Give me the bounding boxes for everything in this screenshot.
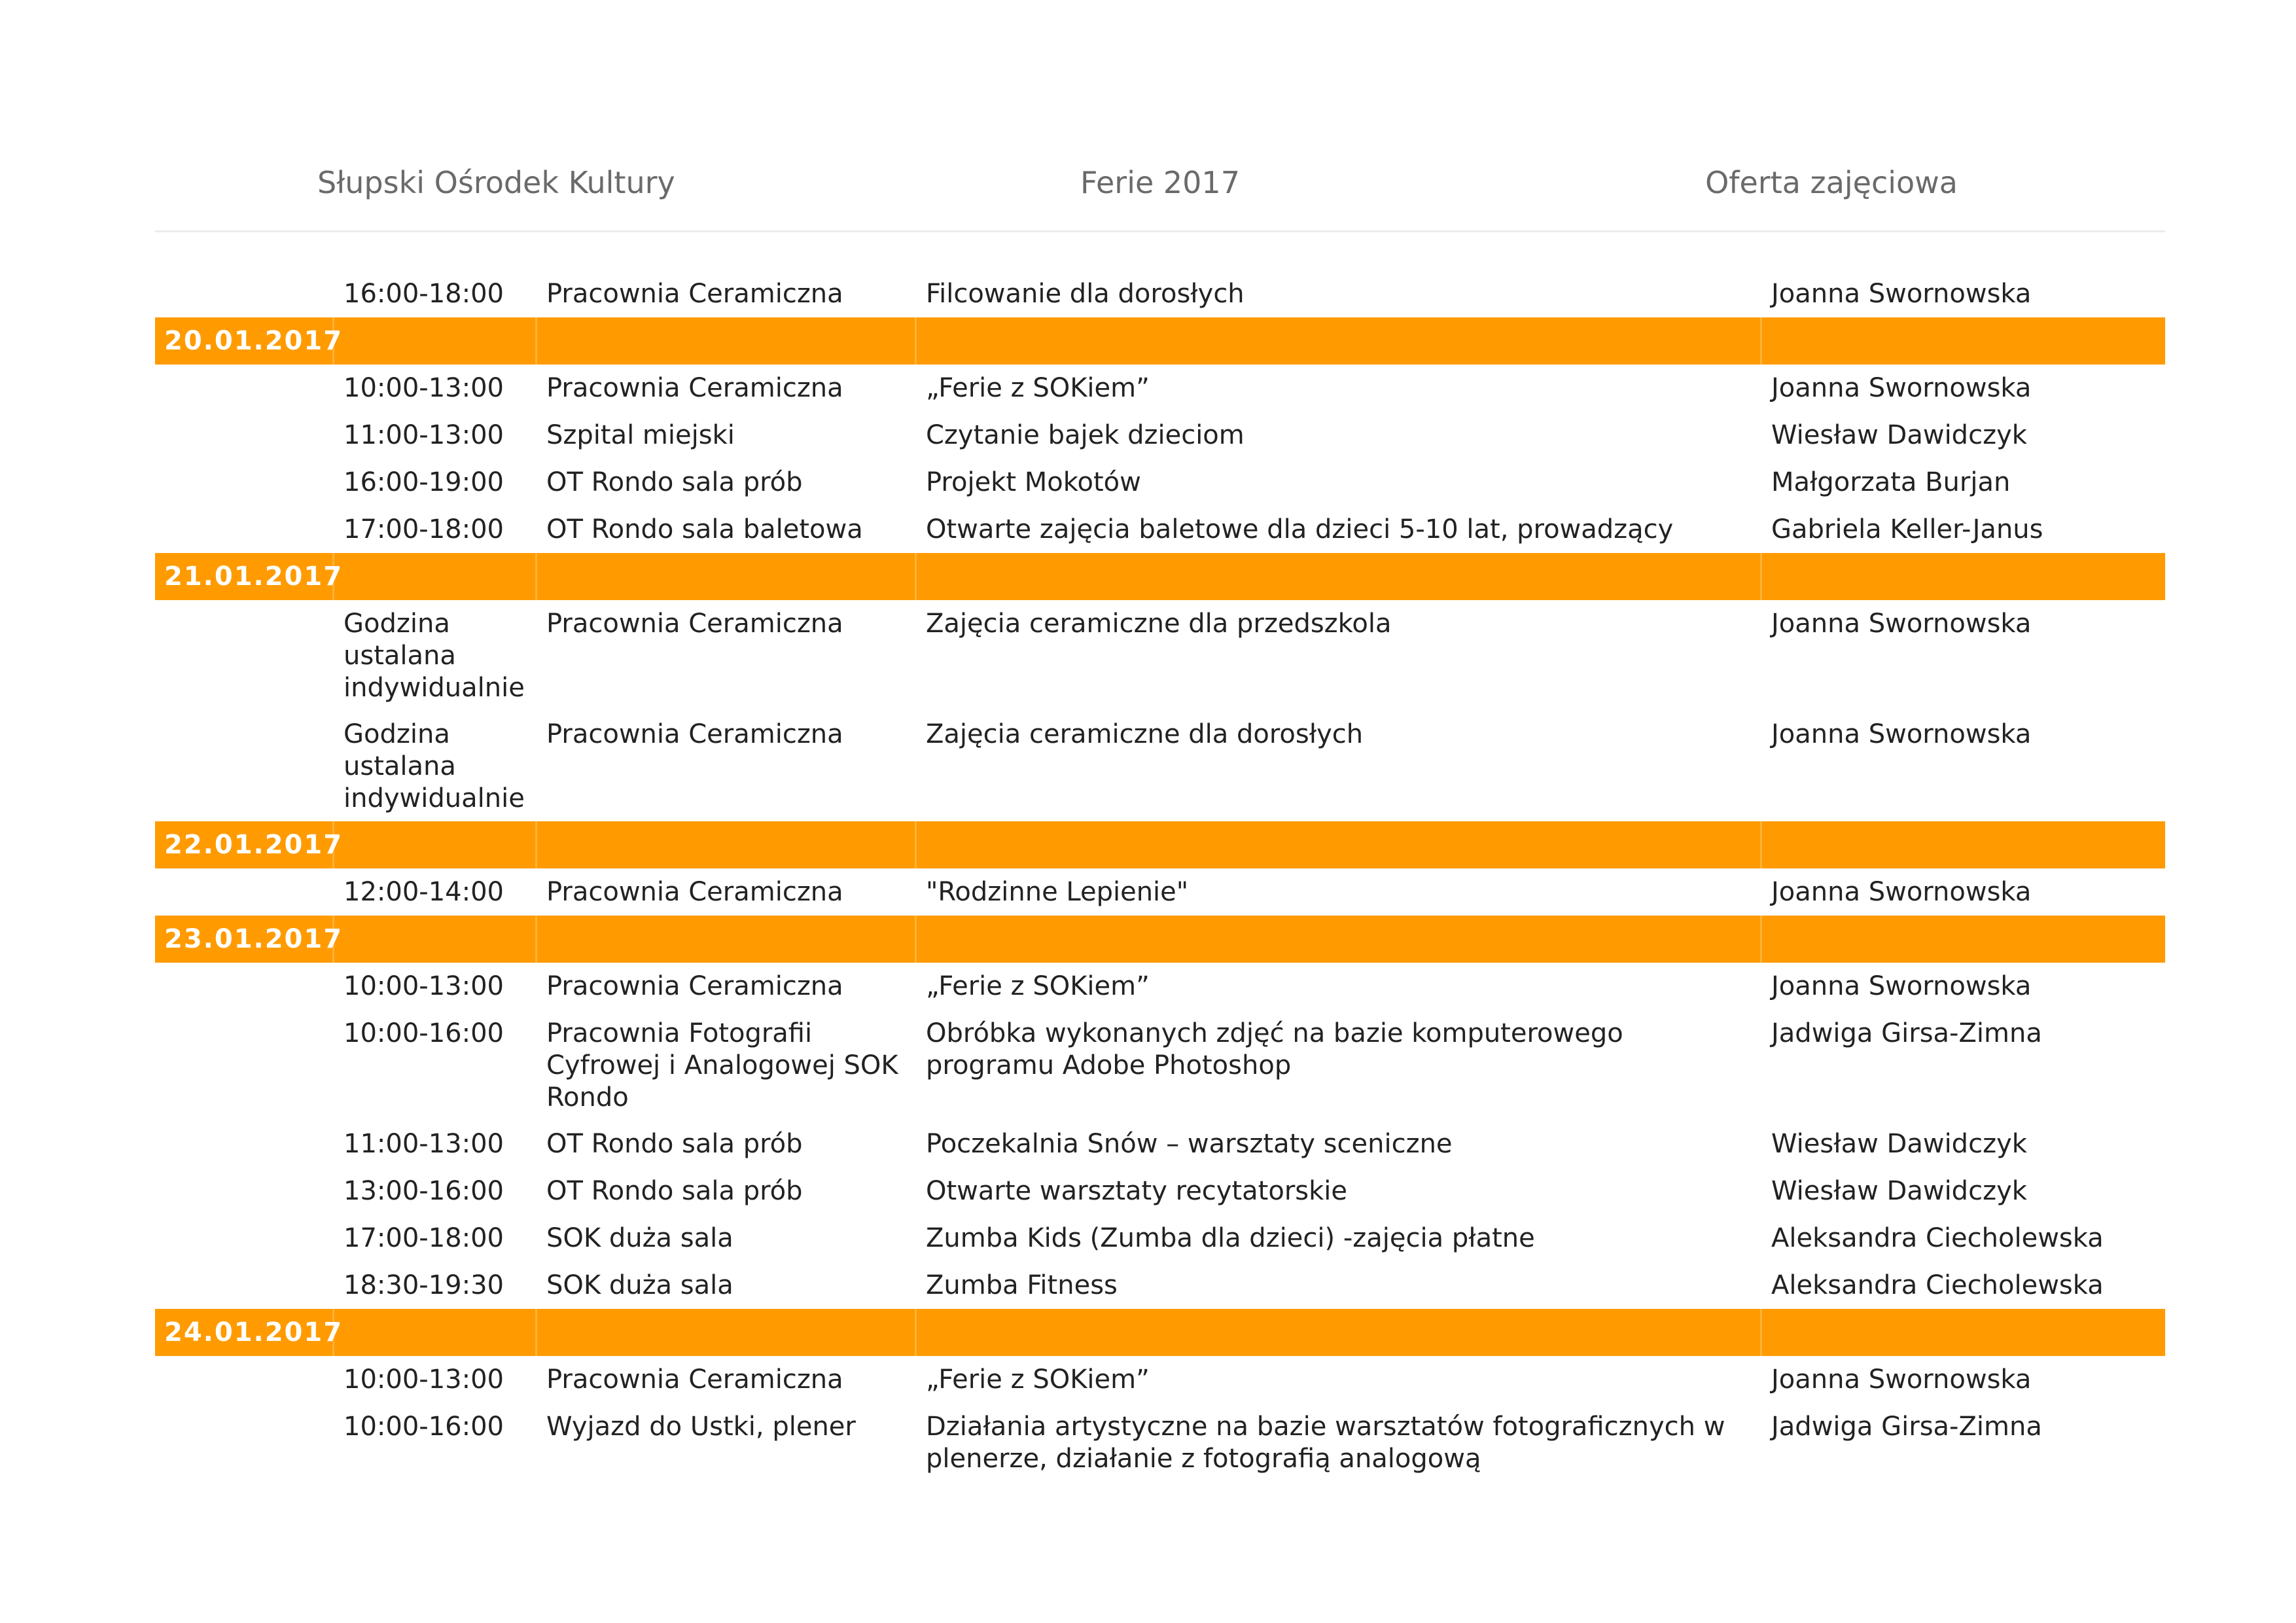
place-cell: Pracownia Ceramiczna [546, 373, 843, 403]
activity-cell: „Ferie z SOKiem” [926, 373, 1150, 403]
empty-date-cell [155, 1403, 334, 1482]
empty-date-cell [155, 459, 334, 506]
schedule-entry [155, 412, 2165, 459]
place-cell: Pracownia Ceramiczna [546, 279, 843, 309]
empty-date-cell [155, 412, 334, 459]
place-cell: Pracownia Ceramiczna [546, 877, 843, 907]
date-row-empty-cell [1762, 553, 2165, 600]
date-label: 20.01.2017 [155, 317, 334, 365]
schedule-entry [155, 459, 2165, 506]
person-cell: Joanna Swornowska [1771, 877, 2032, 907]
activity-cell: Otwarte warsztaty recytatorskie [926, 1176, 1347, 1206]
time-cell: 18:30-19:30 [344, 1270, 504, 1300]
date-row [155, 821, 2165, 868]
date-row [155, 317, 2165, 365]
schedule-entry [155, 1262, 2165, 1309]
place-cell: OT Rondo sala prób [546, 467, 803, 497]
person-cell: Gabriela Keller-Janus [1771, 514, 2043, 544]
activity-cell: Zajęcia ceramiczne dla dorosłych [926, 719, 1364, 749]
schedule-entry [155, 1356, 2165, 1403]
person-cell: Jadwiga Girsa-Zimna [1771, 1018, 2042, 1048]
date-row-empty-cell [334, 916, 537, 963]
time-cell: 11:00-13:00 [344, 1129, 504, 1159]
time-cell: Godzina ustalana indywidualnie [344, 609, 525, 703]
time-cell: 17:00-18:00 [344, 514, 504, 544]
page-header [155, 157, 2165, 232]
activity-cell: Filcowanie dla dorosłych [926, 279, 1245, 309]
empty-date-cell [155, 1262, 334, 1309]
empty-date-cell [155, 868, 334, 916]
date-row-empty-cell [537, 916, 917, 963]
schedule-entry [155, 1120, 2165, 1168]
date-row-empty-cell [1762, 1309, 2165, 1356]
date-row-empty-cell [334, 317, 537, 365]
activity-cell: Obróbka wykonanych zdjęć na bazie komputerowego programu Adobe Photoshop [926, 1018, 1623, 1080]
schedule-entry [155, 1215, 2165, 1262]
date-row-empty-cell [537, 1309, 917, 1356]
schedule-entry [155, 963, 2165, 1010]
place-cell: SOK duża sala [546, 1223, 733, 1253]
date-row-empty-cell [917, 916, 1762, 963]
time-cell: 10:00-13:00 [344, 1364, 504, 1395]
activity-cell: "Rodzinne Lepienie" [926, 877, 1189, 907]
date-row-empty-cell [917, 553, 1762, 600]
empty-date-cell [155, 600, 334, 711]
place-cell: Pracownia Ceramiczna [546, 1364, 843, 1395]
date-label: 24.01.2017 [155, 1309, 334, 1356]
document-subtitle: Oferta zajęciowa [1705, 165, 1958, 200]
schedule-entry [155, 270, 2165, 317]
activity-cell: „Ferie z SOKiem” [926, 1364, 1150, 1395]
date-row-empty-cell [334, 821, 537, 868]
place-cell: OT Rondo sala prób [546, 1129, 803, 1159]
empty-date-cell [155, 1215, 334, 1262]
person-cell: Joanna Swornowska [1771, 373, 2032, 403]
schedule-entry [155, 506, 2165, 553]
schedule-entry [155, 1168, 2165, 1215]
schedule-entry [155, 711, 2165, 821]
time-cell: 17:00-18:00 [344, 1223, 504, 1253]
person-cell: Joanna Swornowska [1771, 971, 2032, 1001]
date-label: 21.01.2017 [155, 553, 334, 600]
time-cell: 10:00-13:00 [344, 373, 504, 403]
organization-name: Słupski Ośrodek Kultury [317, 165, 675, 200]
person-cell: Małgorzata Burjan [1771, 467, 2011, 497]
empty-date-cell [155, 711, 334, 821]
empty-date-cell [155, 365, 334, 412]
empty-date-cell [155, 506, 334, 553]
date-row-empty-cell [334, 1309, 537, 1356]
date-row-empty-cell [537, 317, 917, 365]
document-title: Ferie 2017 [1080, 165, 1240, 200]
date-row-empty-cell [917, 317, 1762, 365]
date-row [155, 916, 2165, 963]
place-cell: Wyjazd do Ustki, plener [546, 1412, 856, 1442]
activity-cell: Zumba Kids (Zumba dla dzieci) -zajęcia płatne [926, 1223, 1535, 1253]
person-cell: Joanna Swornowska [1771, 1364, 2032, 1395]
empty-date-cell [155, 1010, 334, 1120]
person-cell: Joanna Swornowska [1771, 279, 2032, 309]
time-cell: 10:00-16:00 [344, 1412, 504, 1442]
time-cell: 11:00-13:00 [344, 420, 504, 450]
time-cell: Godzina ustalana indywidualnie [344, 719, 525, 813]
date-row-empty-cell [1762, 317, 2165, 365]
date-label: 22.01.2017 [155, 821, 334, 868]
empty-date-cell [155, 963, 334, 1010]
empty-date-cell [155, 270, 334, 317]
person-cell: Wiesław Dawidczyk [1771, 1176, 2027, 1206]
schedule-entry [155, 365, 2165, 412]
person-cell: Joanna Swornowska [1771, 719, 2032, 749]
schedule-entry [155, 1010, 2165, 1120]
time-cell: 12:00-14:00 [344, 877, 504, 907]
activity-cell: Projekt Mokotów [926, 467, 1141, 497]
activity-cell: Poczekalnia Snów – warsztaty sceniczne [926, 1129, 1453, 1159]
date-label: 23.01.2017 [155, 916, 334, 963]
activity-cell: Otwarte zajęcia baletowe dla dzieci 5-10 lat, prowadzący [926, 514, 1674, 544]
date-row-empty-cell [917, 1309, 1762, 1356]
person-cell: Jadwiga Girsa-Zimna [1771, 1412, 2042, 1442]
place-cell: Pracownia Ceramiczna [546, 609, 843, 639]
activity-cell: Zajęcia ceramiczne dla przedszkola [926, 609, 1392, 639]
empty-date-cell [155, 1356, 334, 1403]
activity-cell: Czytanie bajek dzieciom [926, 420, 1245, 450]
date-row-empty-cell [1762, 916, 2165, 963]
time-cell: 10:00-13:00 [344, 971, 504, 1001]
date-row-empty-cell [1762, 821, 2165, 868]
schedule-table [155, 270, 2165, 1482]
place-cell: OT Rondo sala prób [546, 1176, 803, 1206]
place-cell: Pracownia Ceramiczna [546, 971, 843, 1001]
person-cell: Wiesław Dawidczyk [1771, 420, 2027, 450]
activity-cell: Zumba Fitness [926, 1270, 1118, 1300]
person-cell: Joanna Swornowska [1771, 609, 2032, 639]
place-cell: Szpital miejski [546, 420, 735, 450]
date-row-empty-cell [334, 553, 537, 600]
time-cell: 16:00-18:00 [344, 279, 504, 309]
date-row [155, 1309, 2165, 1356]
date-row-empty-cell [537, 821, 917, 868]
activity-cell: Działania artystyczne na bazie warsztatów fotograficznych w plenerze, działanie z fotografią analogową [926, 1412, 1725, 1474]
place-cell: SOK duża sala [546, 1270, 733, 1300]
person-cell: Wiesław Dawidczyk [1771, 1129, 2027, 1159]
empty-date-cell [155, 1120, 334, 1168]
schedule-entry [155, 868, 2165, 916]
schedule-entry [155, 1403, 2165, 1482]
person-cell: Aleksandra Ciecholewska [1771, 1270, 2104, 1300]
schedule-entry [155, 600, 2165, 711]
time-cell: 16:00-19:00 [344, 467, 504, 497]
date-row-empty-cell [537, 553, 917, 600]
place-cell: OT Rondo sala baletowa [546, 514, 863, 544]
date-row-empty-cell [917, 821, 1762, 868]
time-cell: 13:00-16:00 [344, 1176, 504, 1206]
activity-cell: „Ferie z SOKiem” [926, 971, 1150, 1001]
person-cell: Aleksandra Ciecholewska [1771, 1223, 2104, 1253]
place-cell: Pracownia Ceramiczna [546, 719, 843, 749]
empty-date-cell [155, 1168, 334, 1215]
date-row [155, 553, 2165, 600]
time-cell: 10:00-16:00 [344, 1018, 504, 1048]
place-cell: Pracownia Fotografii Cyfrowej i Analogowej SOK Rondo [546, 1018, 898, 1113]
